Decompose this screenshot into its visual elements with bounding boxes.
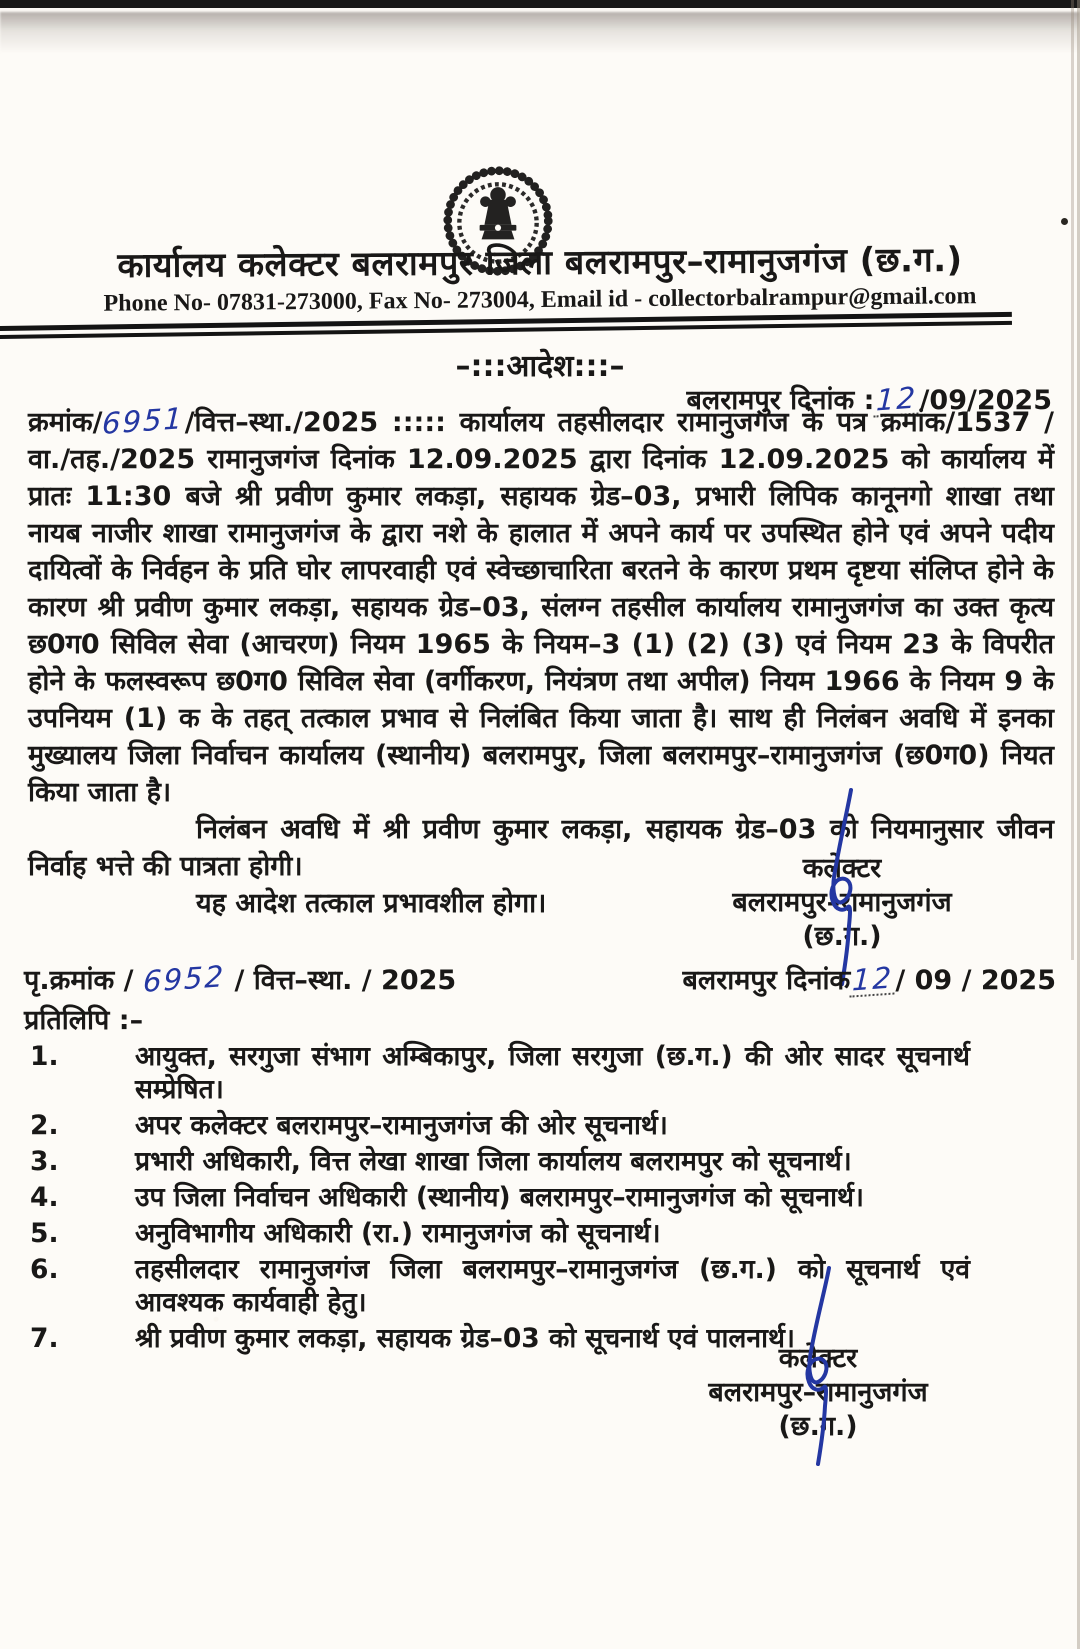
list-item-number: 5. <box>30 1218 59 1249</box>
list-item-text: तहसीलदार रामानुजगंज जिला बलरामपुर–रामानुजगंज (छ.ग.) को सूचनार्थ एवं आवश्यक कार्यवाही हेतु। <box>135 1254 970 1318</box>
copies-label: प्रतिलिपि :– <box>24 1005 144 1036</box>
order-paragraph-effective: यह आदेश तत्काल प्रभावशील होगा। <box>196 888 547 919</box>
endorsement-date <box>683 960 1057 997</box>
list-item <box>30 1253 970 1319</box>
order-ref-suffix: /वित्त–स्था./2025 ::::: <box>184 407 446 438</box>
scan-noise-band <box>0 12 1080 54</box>
list-item-text: आयुक्त, सरगुजा संभाग अम्बिकापुर, जिला सरगुजा (छ.ग.) की ओर सादर सूचनार्थ सम्प्रेषित। <box>135 1041 970 1105</box>
list-item-number: 7. <box>30 1323 59 1354</box>
endorsement-ref-number-handwritten: 6952 <box>142 959 226 999</box>
signatory-title: कलेक्टर <box>778 1343 858 1374</box>
order-body <box>28 401 1054 922</box>
list-item-number: 1. <box>30 1041 59 1072</box>
endorsement-ref-suffix: / वित्त–स्था. / 2025 <box>225 965 457 996</box>
signatory-title: कलेक्टर <box>802 853 882 884</box>
scan-fold-line <box>1071 0 1074 960</box>
list-item <box>30 1040 970 1106</box>
endorsement-date-prefix: बलरामपुर दिनांक <box>682 965 851 996</box>
order-ref-prefix: क्रमांक/ <box>28 407 103 438</box>
order-date-rest: /09/2025 <box>919 385 1052 416</box>
list-item-text: अपर कलेक्टर बलरामपुर–रामानुजगंज की ओर सूचनार्थ। <box>135 1110 668 1141</box>
list-item <box>30 1109 970 1142</box>
signatory-office: बलरामपुर–रामानुजगंज <box>708 1377 928 1408</box>
signature-block-top <box>682 852 1002 954</box>
order-main-text: कार्यालय तहसीलदार रामानुजगंज के पत्र क्रमांक/1537 /वा./तह./2025 रामानुजगंज दिनांक 12.09.2025 द्वारा दिनांक 12.09.2025 को कार्यालय में प्रातः 11:30 बजे श्री प्रवीण कुमार लकड़ा, सहायक ग्रेड–03, प्रभारी लिपिक कानूनगो शाखा तथा नायब नाजीर शाखा रामानुजगंज के द्वारा नशे के हालात में अपने कार्य पर उपस्थित होने एवं अपने पदीय दायित्वों के निर्वहन के प्रति घोर लापरवाही एवं स्वेच्छाचारिता बरतने के कारण प्रथम दृष्टया संलिप्त होने के कारण श्री प्रवीण कुमार लकड़ा, सहायक ग्रेड–03, संलग्न तहसील कार्यालय रामानुजगंज का उक्त कृत्य छ0ग0 सिविल सेवा (आचरण) नियम 1965 के नियम–3 (1) (2) (3) एवं नियम 23 के विपरीत होने के फलस्वरूप छ0ग0 सिविल सेवा (वर्गीकरण, नियंत्रण तथा अपील) नियम 1966 के नियम 9 के उपनियम (1) क के तहत् तत्काल प्रभाव से निलंबित किया जाता है। साथ ही निलंबन अवधि में इनका मुख्यालय जिला निर्वाचन कार्यालय (स्थानीय) बलरामपुर, जिला बलरामपुर–रामानुजगंज (छ0ग0) नियत किया जाता है। <box>28 407 1054 808</box>
endorsement-date-rest: / 09 / 2025 <box>895 965 1056 996</box>
order-main-paragraph <box>28 401 1054 811</box>
office-contact-line: Phone No- 07831-273000, Fax No- 273004, Email id - collectorbalrampur@gmail.com <box>103 283 977 317</box>
list-item-text: उप जिला निर्वाचन अधिकारी (स्थानीय) बलरामपुर–रामानुजगंज को सूचनार्थ। <box>135 1182 864 1213</box>
office-title: कार्यालय कलेक्टर बलरामपुर जिला बलरामपुर–रामानुजगंज (छ.ग.) <box>117 240 963 286</box>
signatory-office: बलरामपुर–रामानुजगंज <box>732 887 952 918</box>
order-ref-number-handwritten: 6951 <box>102 401 186 441</box>
scan-ink-speck <box>1061 218 1068 225</box>
order-date-prefix: बलरामपुर दिनांक : <box>686 385 875 416</box>
list-item-number: 6. <box>30 1254 59 1285</box>
list-item-number: 4. <box>30 1182 59 1213</box>
endorsement-ref <box>24 960 456 997</box>
signatory-state: (छ.ग.) <box>778 1411 858 1442</box>
list-item-text: प्रभारी अधिकारी, वित्त लेखा शाखा जिला कार्यालय बलरामपुर को सूचनार्थ। <box>135 1146 852 1177</box>
order-paragraph-allowance: निलंबन अवधि में श्री प्रवीण कुमार लकड़ा, सहायक ग्रेड–03 को नियमानुसार जीवन निर्वाह भत्ते की पात्रता होगी। <box>28 814 1054 882</box>
list-item <box>30 1181 970 1214</box>
list-item-text: अनुविभागीय अधिकारी (रा.) रामानुजगंज को सूचनार्थ। <box>135 1218 661 1249</box>
list-item <box>30 1145 970 1178</box>
copies-list <box>30 1040 970 1358</box>
endorsement-ref-prefix: पृ.क्रमांक / <box>24 965 143 996</box>
order-title: –:::आदेश:::– <box>455 349 625 384</box>
list-item-text: श्री प्रवीण कुमार लकड़ा, सहायक ग्रेड–03 को सूचनार्थ एवं पालनार्थ। <box>135 1323 795 1354</box>
endorsement-row <box>24 960 1056 997</box>
signature-block-bottom <box>658 1342 978 1444</box>
order-date-day-handwritten: 12 <box>874 383 920 417</box>
scan-edge-bar <box>0 0 1080 8</box>
list-item-number: 3. <box>30 1146 59 1177</box>
signatory-state: (छ.ग.) <box>802 921 882 952</box>
list-item <box>30 1217 970 1250</box>
endorsement-date-day-handwritten: 12 <box>850 963 896 997</box>
list-item-number: 2. <box>30 1110 59 1141</box>
